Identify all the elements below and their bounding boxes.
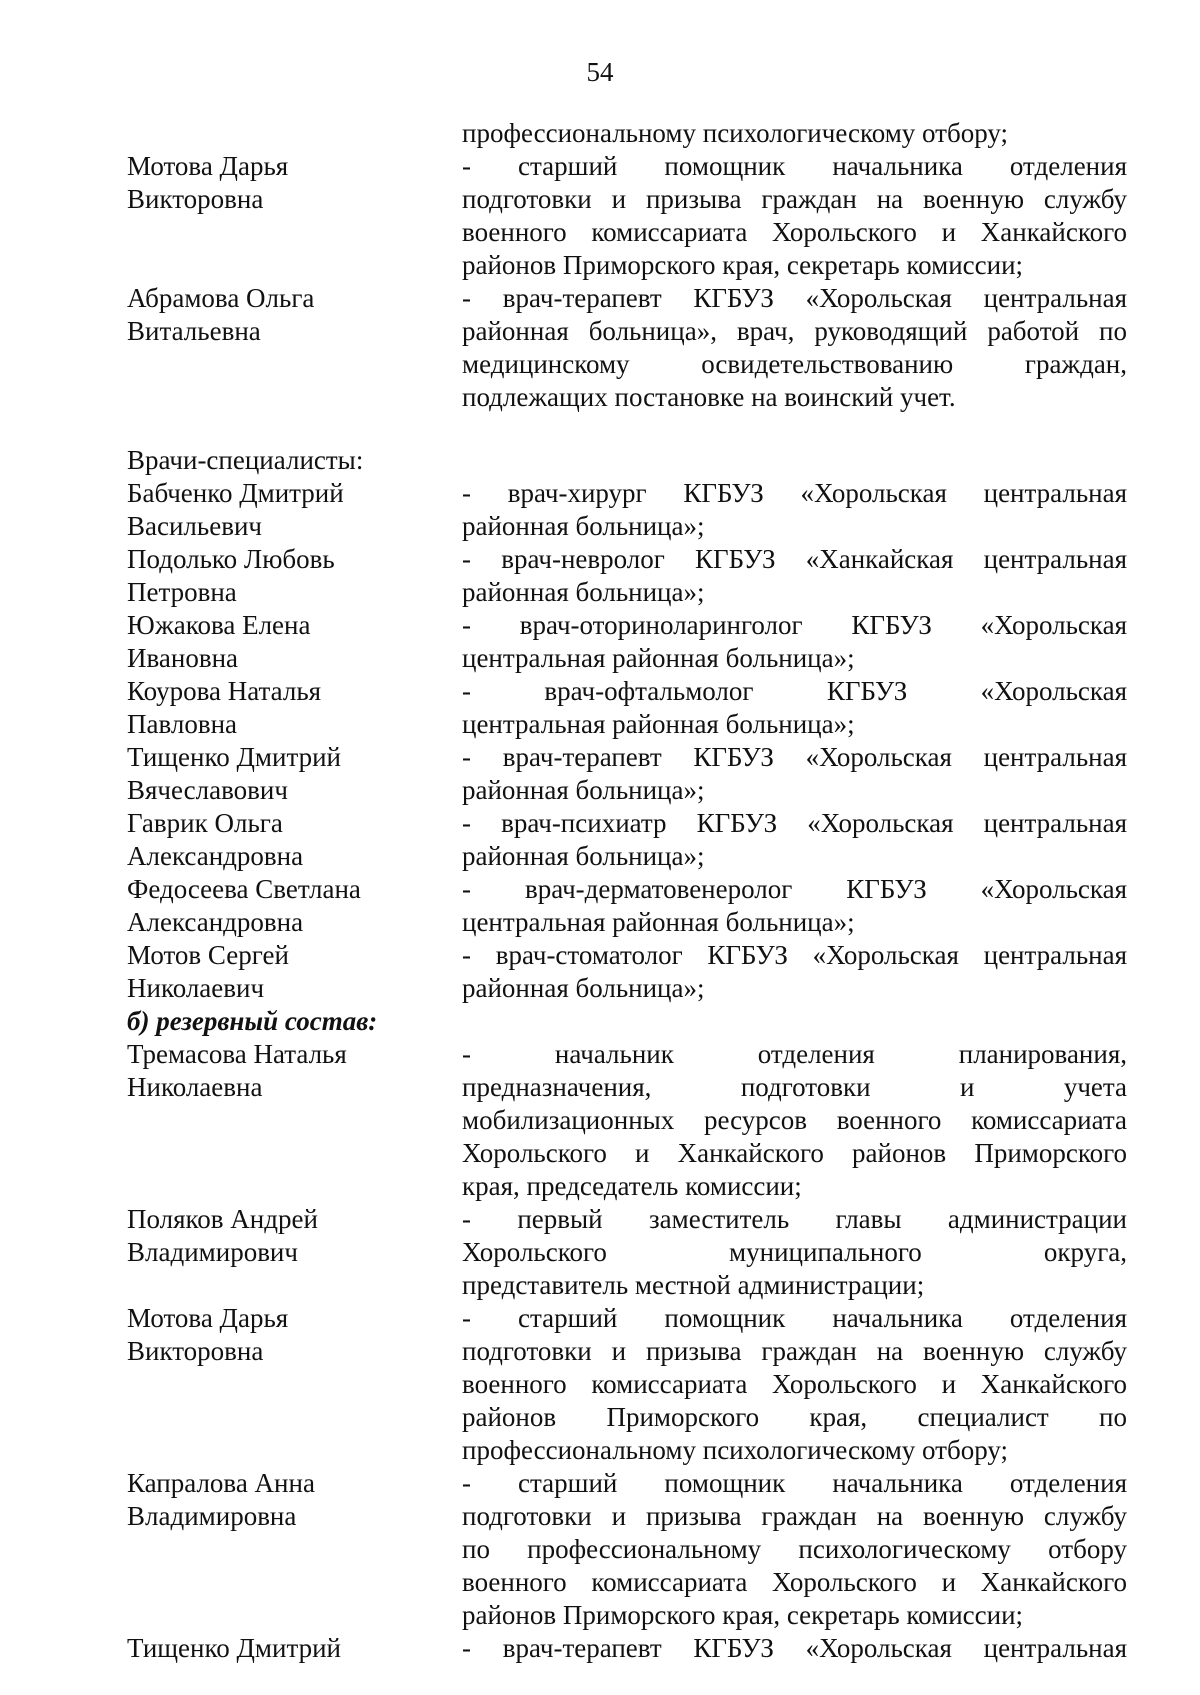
member-position-line: подготовки и призыва граждан на военную службу — [462, 184, 1127, 214]
member-position — [462, 1467, 1127, 1632]
member-row — [127, 873, 1127, 939]
member-position-line: районов Приморского края, секретарь комиссии; — [462, 1600, 1024, 1630]
member-name-line: Мотов Сергей — [127, 940, 289, 970]
member-position-line: подготовки и призыва граждан на военную службу — [462, 1336, 1127, 1366]
member-name-line: Тищенко Дмитрий — [127, 1633, 341, 1663]
member-name — [127, 477, 457, 543]
member-position — [462, 939, 1127, 1005]
member-position — [462, 150, 1127, 282]
member-position-line: районная больница»; — [462, 511, 705, 541]
member-position-line: районов Приморского края, специалист по — [462, 1402, 1127, 1432]
member-name-line: Вячеславович — [127, 775, 288, 805]
member-position-line: - врач-оториноларинголог КГБУЗ «Хорольская — [462, 610, 1127, 640]
member-row — [127, 477, 1127, 543]
member-name-line: Владимирович — [127, 1237, 298, 1267]
member-name — [127, 1467, 457, 1632]
member-position-line: профессиональному психологическому отбору; — [462, 1435, 1008, 1465]
member-name — [127, 150, 457, 282]
member-position-line: - врач-терапевт КГБУЗ «Хорольская центральная — [462, 742, 1127, 772]
member-position-line: районная больница», врач, руководящий работой по — [462, 316, 1127, 346]
member-row — [127, 1467, 1127, 1632]
member-name-line: Васильевич — [127, 511, 262, 541]
member-name-line: Петровна — [127, 577, 237, 607]
member-name-line: Павловна — [127, 709, 238, 739]
member-name-line: Ивановна — [127, 643, 239, 673]
member-position-line: - врач-хирург КГБУЗ «Хорольская центральная — [462, 478, 1127, 508]
member-name-line: Николаевна — [127, 1072, 263, 1102]
lead-line: профессиональному психологическому отбору; — [462, 118, 1008, 148]
member-name — [127, 543, 457, 609]
member-position-line: - старший помощник начальника отделения — [462, 1468, 1127, 1498]
member-name — [127, 873, 457, 939]
member-name-line: Абрамова Ольга — [127, 283, 315, 313]
member-position — [462, 609, 1127, 675]
member-name-line: Бабченко Дмитрий — [127, 478, 344, 508]
member-row — [127, 939, 1127, 1005]
member-position — [462, 807, 1127, 873]
member-name-line: Федосеева Светлана — [127, 874, 361, 904]
reserve-members — [127, 1038, 1127, 1665]
member-name-line: Подолько Любовь — [127, 544, 335, 574]
member-name-line: Викторовна — [127, 184, 264, 214]
member-position-line: районная больница»; — [462, 577, 705, 607]
member-position-line: - первый заместитель главы администрации — [462, 1204, 1127, 1234]
member-position — [462, 1632, 1127, 1665]
member-name-line: Владимировна — [127, 1501, 297, 1531]
member-position-line: районная больница»; — [462, 841, 705, 871]
member-name-line: Витальевна — [127, 316, 261, 346]
member-row — [127, 1038, 1127, 1203]
member-row — [127, 675, 1127, 741]
specialist-members — [127, 477, 1127, 1005]
member-position — [462, 741, 1127, 807]
member-name — [127, 282, 457, 414]
member-position — [462, 873, 1127, 939]
reserve-heading: б) резервный состав: — [127, 1006, 378, 1036]
member-position-line: - врач-терапевт КГБУЗ «Хорольская центральная — [462, 283, 1127, 313]
member-position-line: - врач-офтальмолог КГБУЗ «Хорольская — [462, 676, 1127, 706]
member-position-line: центральная районная больница»; — [462, 907, 855, 937]
member-name-line: Гаврик Ольга — [127, 808, 283, 838]
member-name — [127, 675, 457, 741]
member-name-line: Коурова Наталья — [127, 676, 322, 706]
member-name — [127, 807, 457, 873]
member-position-line: подготовки и призыва граждан на военную службу — [462, 1501, 1127, 1531]
member-name-line: Капралова Анна — [127, 1468, 315, 1498]
member-position-line: - начальник отделения планирования, — [462, 1039, 1127, 1069]
member-position-line: медицинскому освидетельствованию граждан, — [462, 349, 1127, 379]
member-position-line: - старший помощник начальника отделения — [462, 1303, 1127, 1333]
member-name — [127, 1203, 457, 1302]
member-position-line: районная больница»; — [462, 775, 705, 805]
member-position-line: Хорольского и Ханкайского районов Приморского — [462, 1138, 1127, 1168]
member-name-line: Николаевич — [127, 973, 265, 1003]
member-name-line: Александровна — [127, 841, 304, 871]
member-position-line: - врач-стоматолог КГБУЗ «Хорольская центральная — [462, 940, 1127, 970]
member-name — [127, 1632, 457, 1665]
member-position — [462, 282, 1127, 414]
member-name — [127, 1302, 457, 1467]
member-position-line: края, председатель комиссии; — [462, 1171, 802, 1201]
member-position — [462, 1203, 1127, 1302]
member-row — [127, 282, 1127, 414]
member-name-line: Тищенко Дмитрий — [127, 742, 341, 772]
member-row — [127, 150, 1127, 282]
member-position-line: Хорольского муниципального округа, — [462, 1237, 1127, 1267]
member-position-line: - старший помощник начальника отделения — [462, 151, 1127, 181]
member-position-line: по профессиональному психологическому отбору — [462, 1534, 1127, 1564]
member-position-line: военного комиссариата Хорольского и Ханкайского — [462, 1369, 1127, 1399]
member-position-line: районная больница»; — [462, 973, 705, 1003]
member-position-line: мобилизационных ресурсов военного комиссариата — [462, 1105, 1127, 1135]
member-position — [462, 543, 1127, 609]
member-position-line: подлежащих постановке на воинский учет. — [462, 382, 956, 412]
page-number: 54 — [586, 57, 614, 87]
member-position — [462, 1302, 1127, 1467]
commission-list — [127, 117, 1127, 1665]
member-position-line: - врач-психиатр КГБУЗ «Хорольская центральная — [462, 808, 1127, 838]
member-position-line: - врач-невролог КГБУЗ «Ханкайская центральная — [462, 544, 1127, 574]
member-row — [127, 741, 1127, 807]
specialists-heading: Врачи-специалисты: — [127, 445, 364, 475]
lead-row — [127, 117, 1127, 150]
member-name-line: Мотова Дарья — [127, 1303, 289, 1333]
member-position-line: - врач-дерматовенеролог КГБУЗ «Хорольская — [462, 874, 1127, 904]
member-row — [127, 543, 1127, 609]
member-name — [127, 609, 457, 675]
member-name-line: Южакова Елена — [127, 610, 311, 640]
member-position-line: военного комиссариата Хорольского и Ханкайского — [462, 1567, 1127, 1597]
member-position — [462, 675, 1127, 741]
member-name-line: Мотова Дарья — [127, 151, 289, 181]
member-position-line: районов Приморского края, секретарь комиссии; — [462, 250, 1024, 280]
member-position — [462, 477, 1127, 543]
member-position-line: центральная районная больница»; — [462, 643, 855, 673]
main-members — [127, 150, 1127, 414]
member-name-line: Викторовна — [127, 1336, 264, 1366]
member-position-line: - врач-терапевт КГБУЗ «Хорольская центральная — [462, 1633, 1127, 1663]
member-name — [127, 1038, 457, 1203]
member-name — [127, 939, 457, 1005]
member-row — [127, 807, 1127, 873]
member-position-line: центральная районная больница»; — [462, 709, 855, 739]
member-row — [127, 609, 1127, 675]
member-position — [462, 1038, 1127, 1203]
member-name — [127, 741, 457, 807]
member-name-line: Александровна — [127, 907, 304, 937]
member-position-line: предназначения, подготовки и учета — [462, 1072, 1127, 1102]
member-name-line: Тремасова Наталья — [127, 1039, 347, 1069]
member-row — [127, 1203, 1127, 1302]
member-row — [127, 1302, 1127, 1467]
member-row — [127, 1632, 1127, 1665]
member-position-line: представитель местной администрации; — [462, 1270, 925, 1300]
member-name-line: Поляков Андрей — [127, 1204, 318, 1234]
member-position-line: военного комиссариата Хорольского и Ханкайского — [462, 217, 1127, 247]
